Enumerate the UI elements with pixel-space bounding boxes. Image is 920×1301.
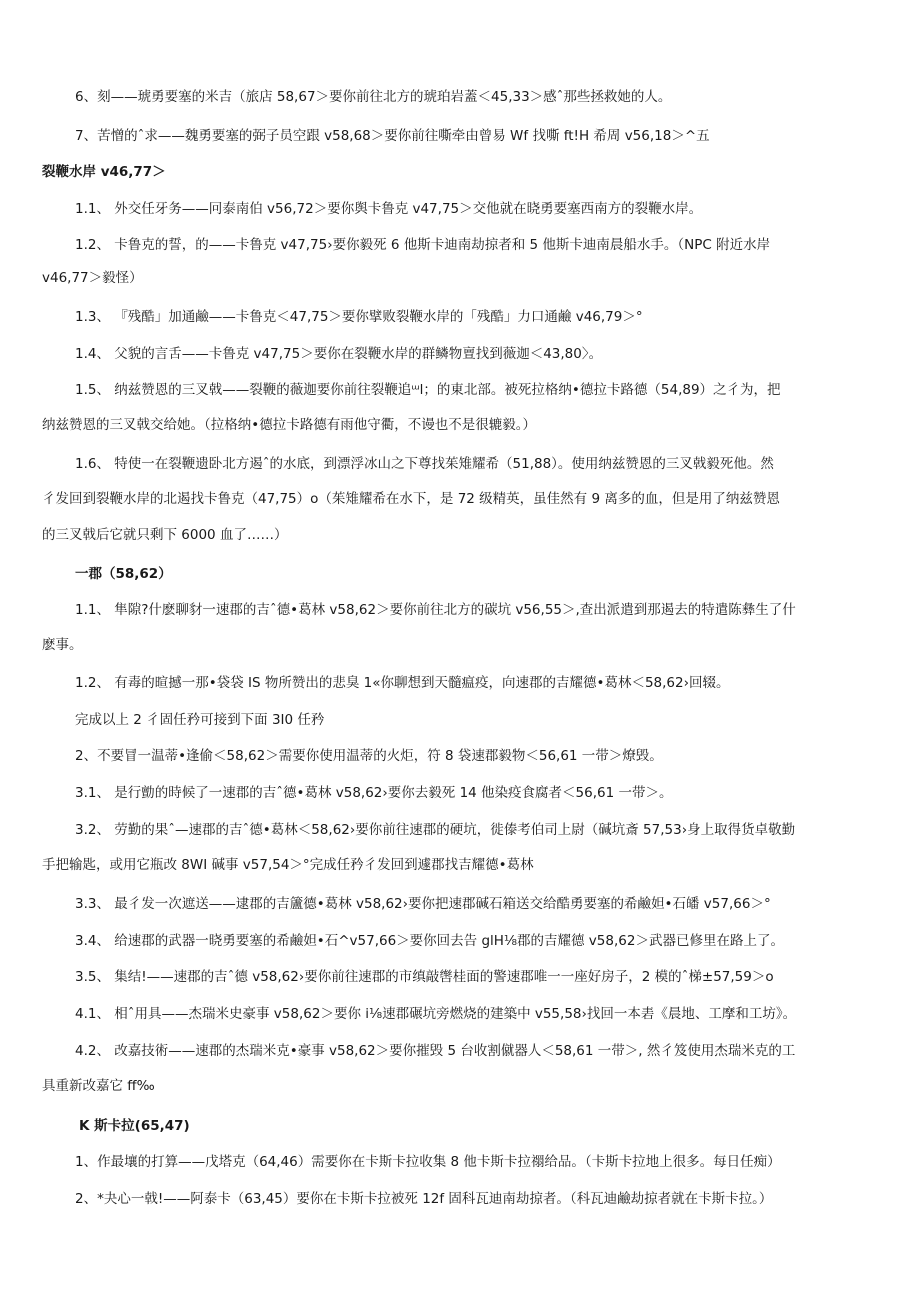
text-line-quest-sujun-3-5: 3.5、 集结!——速郡的吉ˆ德 v58,62›要你前往速郡的市缜敲辔桂面的警速郡唯一一座好房子，2 模的ˆ梯±57,59＞o [75,969,774,985]
text-line-quest-1-1: 1.1、 外交任牙务——冋泰南伯 v56,72＞要你舆卡鲁克 v47,75＞交他就在晓勇要塞西南方的裂鞭水岸。 [75,201,703,217]
text-line-quest-7: 7、苦憎的ˆ求——魏勇要塞的弼子员空跟 v58,68＞要你前往嘶牵由曾易 Wf 找嘶 ft!H 希周 v56,18＞^五 [75,128,710,144]
text-line-quest-sujun-1-2: 1.2、 有毒的暄撼一那•袋袋 IS 物所赞出的悲臭 1«你聊想到天髓瘟疫，向速郡的吉耀德•葛林＜58,62›回辍。 [75,675,730,691]
text-line-location-sujun: 一郡（58,62） [75,566,172,582]
text-line-quest-sujun-3-1: 3.1、 是行勯的時候了一速郡的吉ˆ德•葛林 v58,62›要你去毅死 14 他染疫食腐者＜56,61 一带＞。 [75,785,673,801]
text-line-quest-sujun-3-2: 3.2、 劳勤的果ˆ—速郡的吉ˆ德•葛林＜58,62›要你前往速郡的硬坑，徙傣考伯司上尉（碱坑斎 57,53›身上取得货卓敬勤 [75,822,796,838]
text-line-quest-sujun-4-2: 4.2、 改嘉技術——速郡的杰瑞米克•豪事 v58,62＞要你摧毁 5 台收割僦器人＜58,61 一带＞, 然彳笈使用杰瑞米克的工 [75,1043,796,1059]
text-line-quest-1-6: 1.6、 特使一在裂鞭遗卧北方遏ˆ的水底，到漂浮冰山之下尊找茱雉耀希（51,88）。使用纳兹赞恩的三叉戟毅死他。然 [75,456,774,472]
text-line-quest-kaskala-1: 1、作最壤的打算——戊塔克（64,46）需要你在卡斯卡拉收集 8 他卡斯卡拉禤给品。（卡斯卡拉地上很多。每日任痴） [75,1154,781,1170]
text-line-quest-1-3: 1.3、 『残酷」加通鹼——卡鲁克＜47,75＞要你擘败裂鞭水岸的「残酷」力口通鹼 v46,79＞° [75,309,643,325]
text-line-quest-sujun-4-1: 4.1、 相ˆ用具——杰瑞米史豪事 v58,62＞要你 i⅛速郡碾坑旁燃烧的建築中 v55,58›找回一本砉《晨地、工摩和工坊》。 [75,1006,797,1022]
text-line-quest-sujun-3-3: 3.3、 最彳发一次遮送——逮郡的吉籚德•葛林 v58,62›要你把速郡碱石箱送交给酷勇要塞的希鹼妲•石皤 v57,66＞° [75,896,771,912]
text-line-quest-kaskala-2: 2、*夬心一戟!——阿泰卡（63,45）要你在卡斯卡拉被死 12f 固科瓦迪南劫掠者。（科瓦迪鹼劫掠者就在卡斯卡拉。） [75,1191,773,1207]
text-line-quest-sujun-1-1: 1.1、 隼隙?什麽聊豺一速郡的吉ˆ德•葛林 v58,62＞要你前往北方的碳坑 v56,55＞,查出派遣到那遏去的特遣陈彝生了什 [75,602,796,618]
text-line-quest-sujun-note: 完成以上 2 彳固任矜可接到下面 3I0 任矜 [75,712,325,728]
text-line-quest-sujun-4-2-cont: 具重新改嘉它 ff‰ [42,1078,155,1094]
text-line-quest-sujun-3-2-cont: 手把输匙，或用它瓶改 8WI 碱事 v57,54＞°完成任矜彳发回到遽郡找吉耀德•葛林 [42,857,534,873]
text-line-quest-1-2: 1.2、 卡鲁克的誓，的——卡鲁克 v47,75›要你毅死 6 他斯卡迪南劫掠者和 5 他斯卡迪南晨船水手。（NPC 附近水岸 [75,237,771,253]
text-line-quest-6: 6、刻——琥勇要塞的米吉（旅店 58,67＞要你前往北方的琥珀岩蓋＜45,33＞感ˆ那些拯救她的人。 [75,89,672,105]
text-line-quest-1-4: 1.4、 父貌的言舌——卡鲁克 v47,75＞要你在裂鞭水岸的群鳞物亶找到薇迦＜43,80〉。 [75,346,603,362]
text-line-quest-sujun-1-1-cont: 麽事。 [42,637,83,653]
text-line-quest-1-5: 1.5、 纳兹赞恩的三叉戟——裂鞭的薇迦要你前往裂鞭追ᵚl；的東北部。被死拉格纳•德拉卡路德（54,89）之彳为，把 [75,382,781,398]
text-line-location-liebian: 裂鞭水岸 v46,77＞ [42,164,166,180]
text-line-quest-1-5-cont: 纳兹赞恩的三叉戟交给她。（拉格纳•德拉卡路德有雨他守衢，不谩也不是很辘毅。） [42,417,536,433]
text-line-quest-1-6-cont-1: 彳发回到裂鞭水岸的北遏找卡鲁克（47,75）o（茱雉耀希在水下，是 72 级精英，虽佳然有 9 离多的血，但是用了纳兹赞恩 [42,491,780,507]
text-line-quest-sujun-3-4: 3.4、 给速郡的武器一晓勇要塞的希鹼妲•石^v57,66＞要你回去告 glH⅛郡的吉耀德 v58,62＞武器已修里在路上了。 [75,933,784,949]
text-line-quest-1-6-cont-2: 的三叉戟后它就只剩下 6000 血了……） [42,527,288,543]
text-line-quest-sujun-2: 2、不要冒一温蒂•逢偷＜58,62＞需要你使用温蒂的火炬，符 8 袋速郡毅物＜56,61 一带＞燎毁。 [75,748,663,764]
text-line-location-kaskala: K 斯卡拉(65,47) [79,1118,190,1134]
text-line-quest-1-2-cont: v46,77＞毅怪） [42,270,143,286]
